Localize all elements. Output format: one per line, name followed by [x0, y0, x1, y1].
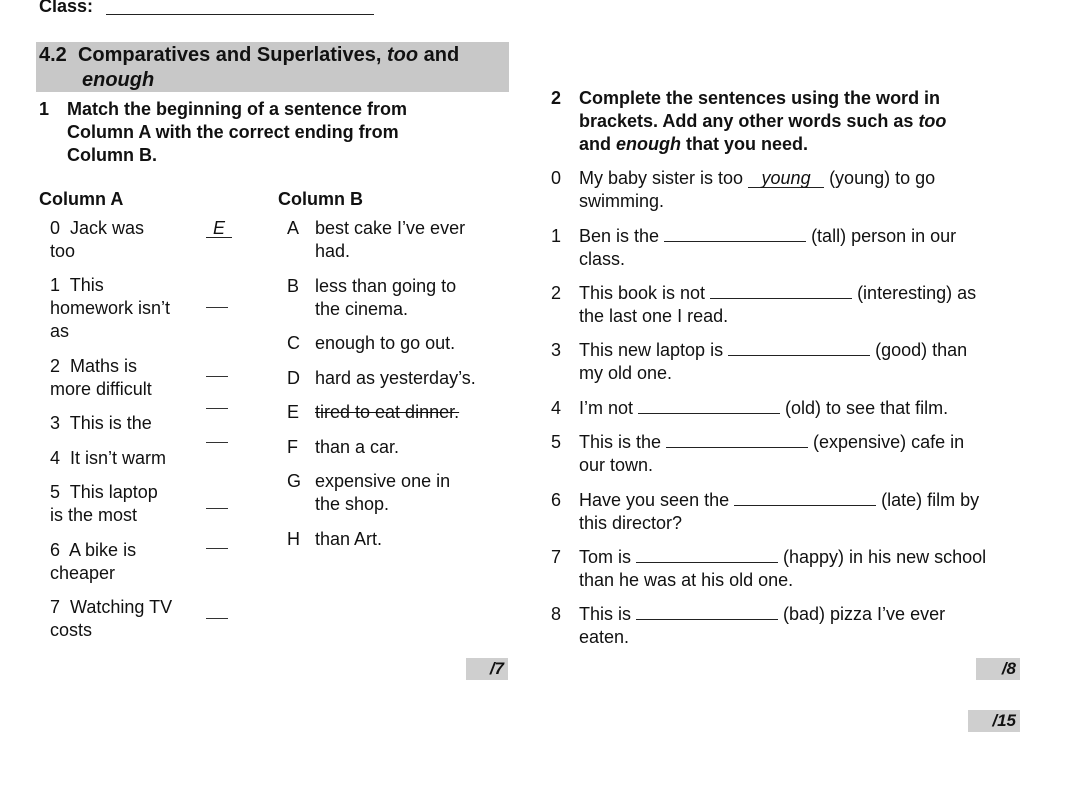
answer-blank[interactable]: [206, 408, 228, 409]
col-b-text: [315, 217, 465, 263]
item-text: costs: [50, 620, 93, 640]
item-text: (late) film by: [876, 490, 980, 510]
item-text: This book is not: [579, 283, 711, 303]
ex1-instructions: [67, 98, 407, 167]
item-text: (bad) pizza I’ve ever: [778, 604, 946, 624]
item-text: my old one.: [579, 363, 673, 383]
ex2-score: /8: [976, 658, 1020, 680]
item-text: the cinema.: [315, 299, 409, 319]
item-number: 5: [50, 482, 61, 502]
ex2-instructions: [579, 87, 946, 156]
col-a-item: [50, 481, 158, 527]
ex1-instruction-line: Column B.: [67, 145, 157, 165]
class-label: Class:: [39, 0, 94, 16]
item-letter: E: [287, 402, 300, 422]
item-text: than a car.: [315, 437, 400, 457]
col-b-text: [315, 367, 476, 390]
column-b-header: Column B: [278, 189, 363, 209]
ex2-item: [579, 603, 945, 649]
answer-blank[interactable]: [636, 547, 778, 563]
item-text: A bike is: [69, 540, 137, 560]
col-a-item: [50, 447, 166, 470]
col-a-item: [50, 355, 152, 401]
item-letter: C: [287, 333, 300, 353]
item-number: 2: [50, 356, 61, 376]
item-text: (happy) in his new school: [778, 547, 987, 567]
item-number: 7: [50, 597, 61, 617]
section-number: 4.2: [39, 44, 67, 66]
item-text: enough to go out.: [315, 333, 456, 353]
answer-blank[interactable]: [664, 226, 806, 242]
ex2-instruction-line: Complete the sentences using the word in: [579, 88, 941, 108]
item-text: hard as yesterday’s.: [315, 368, 476, 388]
item-text: This is the: [579, 432, 667, 452]
answer-blank[interactable]: [206, 442, 228, 443]
item-text: the shop.: [315, 494, 390, 514]
answer-blank[interactable]: [206, 508, 228, 509]
col-b-item: [287, 436, 298, 459]
item-text: (tall) person in our: [806, 226, 957, 246]
ex1-score: /7: [466, 658, 508, 680]
ex2-number: 2: [551, 88, 562, 108]
instruction-text: brackets. Add any other words such as: [579, 111, 919, 131]
item-text: This laptop: [69, 482, 158, 502]
answer-blank[interactable]: [636, 604, 778, 620]
col-a-item: [50, 539, 136, 585]
item-text: as: [50, 321, 70, 341]
answer-blank[interactable]: [206, 548, 228, 549]
col-b-item: [287, 528, 300, 551]
item-number: 0: [50, 218, 61, 238]
col-a-item: [50, 412, 152, 435]
ex2-item-number: 5: [551, 432, 562, 452]
item-text: This is the: [69, 413, 152, 433]
item-text: swimming.: [579, 191, 665, 211]
item-text: less than going to: [315, 276, 457, 296]
item-text: Maths is: [70, 356, 138, 376]
item-letter: A: [287, 218, 300, 238]
item-text: this director?: [579, 513, 683, 533]
item-text: had.: [315, 241, 351, 261]
ex2-item: [579, 167, 935, 213]
col-b-text: [315, 332, 455, 355]
ex2-item: [579, 339, 967, 385]
instruction-text: and: [579, 134, 617, 154]
item-text: tired to eat dinner.: [315, 402, 460, 422]
col-b-text: [315, 436, 399, 459]
col-a-item: [50, 596, 172, 642]
ex2-item-number: 8: [551, 604, 562, 624]
ex2-item-number: 2: [551, 283, 562, 303]
item-text: It isn’t warm: [70, 448, 167, 468]
answer-blank[interactable]: [206, 618, 228, 619]
instruction-text: that you need.: [681, 134, 809, 154]
answer-blank[interactable]: [734, 490, 876, 506]
item-text: than Art.: [315, 529, 383, 549]
ex2-item: [579, 397, 948, 420]
col-a-item: [50, 274, 170, 343]
item-text: than he was at his old one.: [579, 570, 794, 590]
item-text: too: [50, 241, 76, 261]
instruction-too: too: [918, 111, 947, 131]
item-text: eaten.: [579, 627, 630, 647]
ex1-instruction-line: Match the beginning of a sentence from: [67, 99, 408, 119]
col-b-item: [287, 470, 301, 493]
col-b-text: [315, 275, 456, 321]
item-text: (old) to see that film.: [780, 398, 949, 418]
section-title: [39, 43, 459, 67]
section-title-text: Comparatives and Superlatives,: [77, 44, 387, 66]
ex2-item: [579, 225, 956, 271]
item-letter: G: [287, 471, 302, 491]
item-letter: D: [287, 368, 300, 388]
item-text: This: [69, 275, 104, 295]
section-title-and: and: [418, 44, 460, 66]
ex2-item: [579, 282, 976, 328]
ex2-instruction-line: [579, 133, 946, 156]
col-a-item: [50, 217, 144, 263]
item-letter: F: [287, 437, 298, 457]
col-b-item: [287, 367, 300, 390]
item-text: (good) than: [870, 340, 968, 360]
item-text: Watching TV: [70, 597, 173, 617]
item-number: 6: [50, 540, 61, 560]
section-title-too: too: [386, 44, 419, 66]
answer-blank[interactable]: [728, 340, 870, 356]
item-text: This is: [579, 604, 637, 624]
col-b-item: [287, 275, 299, 298]
col-b-text: [315, 470, 450, 516]
ex2-item-number: 4: [551, 398, 562, 418]
item-text: homework isn’t: [50, 298, 171, 318]
ex2-item-number: 6: [551, 490, 562, 510]
section-title-enough: enough: [82, 69, 155, 91]
ex2-item-number: 1: [551, 226, 562, 246]
col-b-text: [315, 528, 382, 551]
item-text: My baby sister is too: [579, 168, 749, 188]
ex1-instruction-line: Column A with the correct ending from: [67, 122, 399, 142]
ex1-number: 1: [39, 99, 50, 119]
item-text: our town.: [579, 455, 654, 475]
column-a-header: Column A: [39, 189, 124, 209]
item-letter: B: [287, 276, 300, 296]
item-number: 3: [50, 413, 61, 433]
item-text: cheaper: [50, 563, 116, 583]
item-text: is the most: [50, 505, 138, 525]
ex2-item: [579, 546, 986, 592]
answer-blank[interactable]: [666, 432, 808, 448]
example-answer: E: [206, 219, 232, 238]
answer-blank[interactable]: [638, 398, 780, 414]
instruction-enough: enough: [616, 134, 682, 154]
class-field-line: [106, 14, 374, 15]
answer-blank[interactable]: [206, 307, 228, 308]
item-text: the last one I read.: [579, 306, 729, 326]
item-text: (interesting) as: [852, 283, 977, 303]
item-text: (expensive) cafe in: [808, 432, 965, 452]
col-b-item: [287, 401, 299, 424]
item-text: (young) to go: [824, 168, 936, 188]
item-text: class.: [579, 249, 626, 269]
answer-blank[interactable]: [206, 376, 228, 377]
ex2-item-number: 7: [551, 547, 562, 567]
item-text: Jack was: [70, 218, 145, 238]
item-text: more difficult: [50, 379, 152, 399]
ex2-item: [579, 489, 979, 535]
ex2-item-number: 0: [551, 168, 562, 188]
item-text: This new laptop is: [579, 340, 729, 360]
answer-blank[interactable]: [710, 283, 852, 299]
item-text: Have you seen the: [579, 490, 735, 510]
item-text: Ben is the: [579, 226, 665, 246]
item-text: Tom is: [579, 547, 637, 567]
example-answer: young: [748, 169, 824, 188]
col-b-item: [287, 332, 300, 355]
ex2-instruction-line: [579, 110, 946, 133]
col-b-item: [287, 217, 299, 240]
item-text: expensive one in: [315, 471, 451, 491]
section-title-line2: [82, 68, 154, 92]
item-number: 1: [50, 275, 61, 295]
item-number: 4: [50, 448, 61, 468]
ex2-item-number: 3: [551, 340, 562, 360]
ex2-item: [579, 431, 964, 477]
total-score: /15: [968, 710, 1020, 732]
item-text: best cake I’ve ever: [315, 218, 466, 238]
item-letter: H: [287, 529, 300, 549]
col-b-text-used: [315, 401, 459, 424]
item-text: I’m not: [579, 398, 639, 418]
